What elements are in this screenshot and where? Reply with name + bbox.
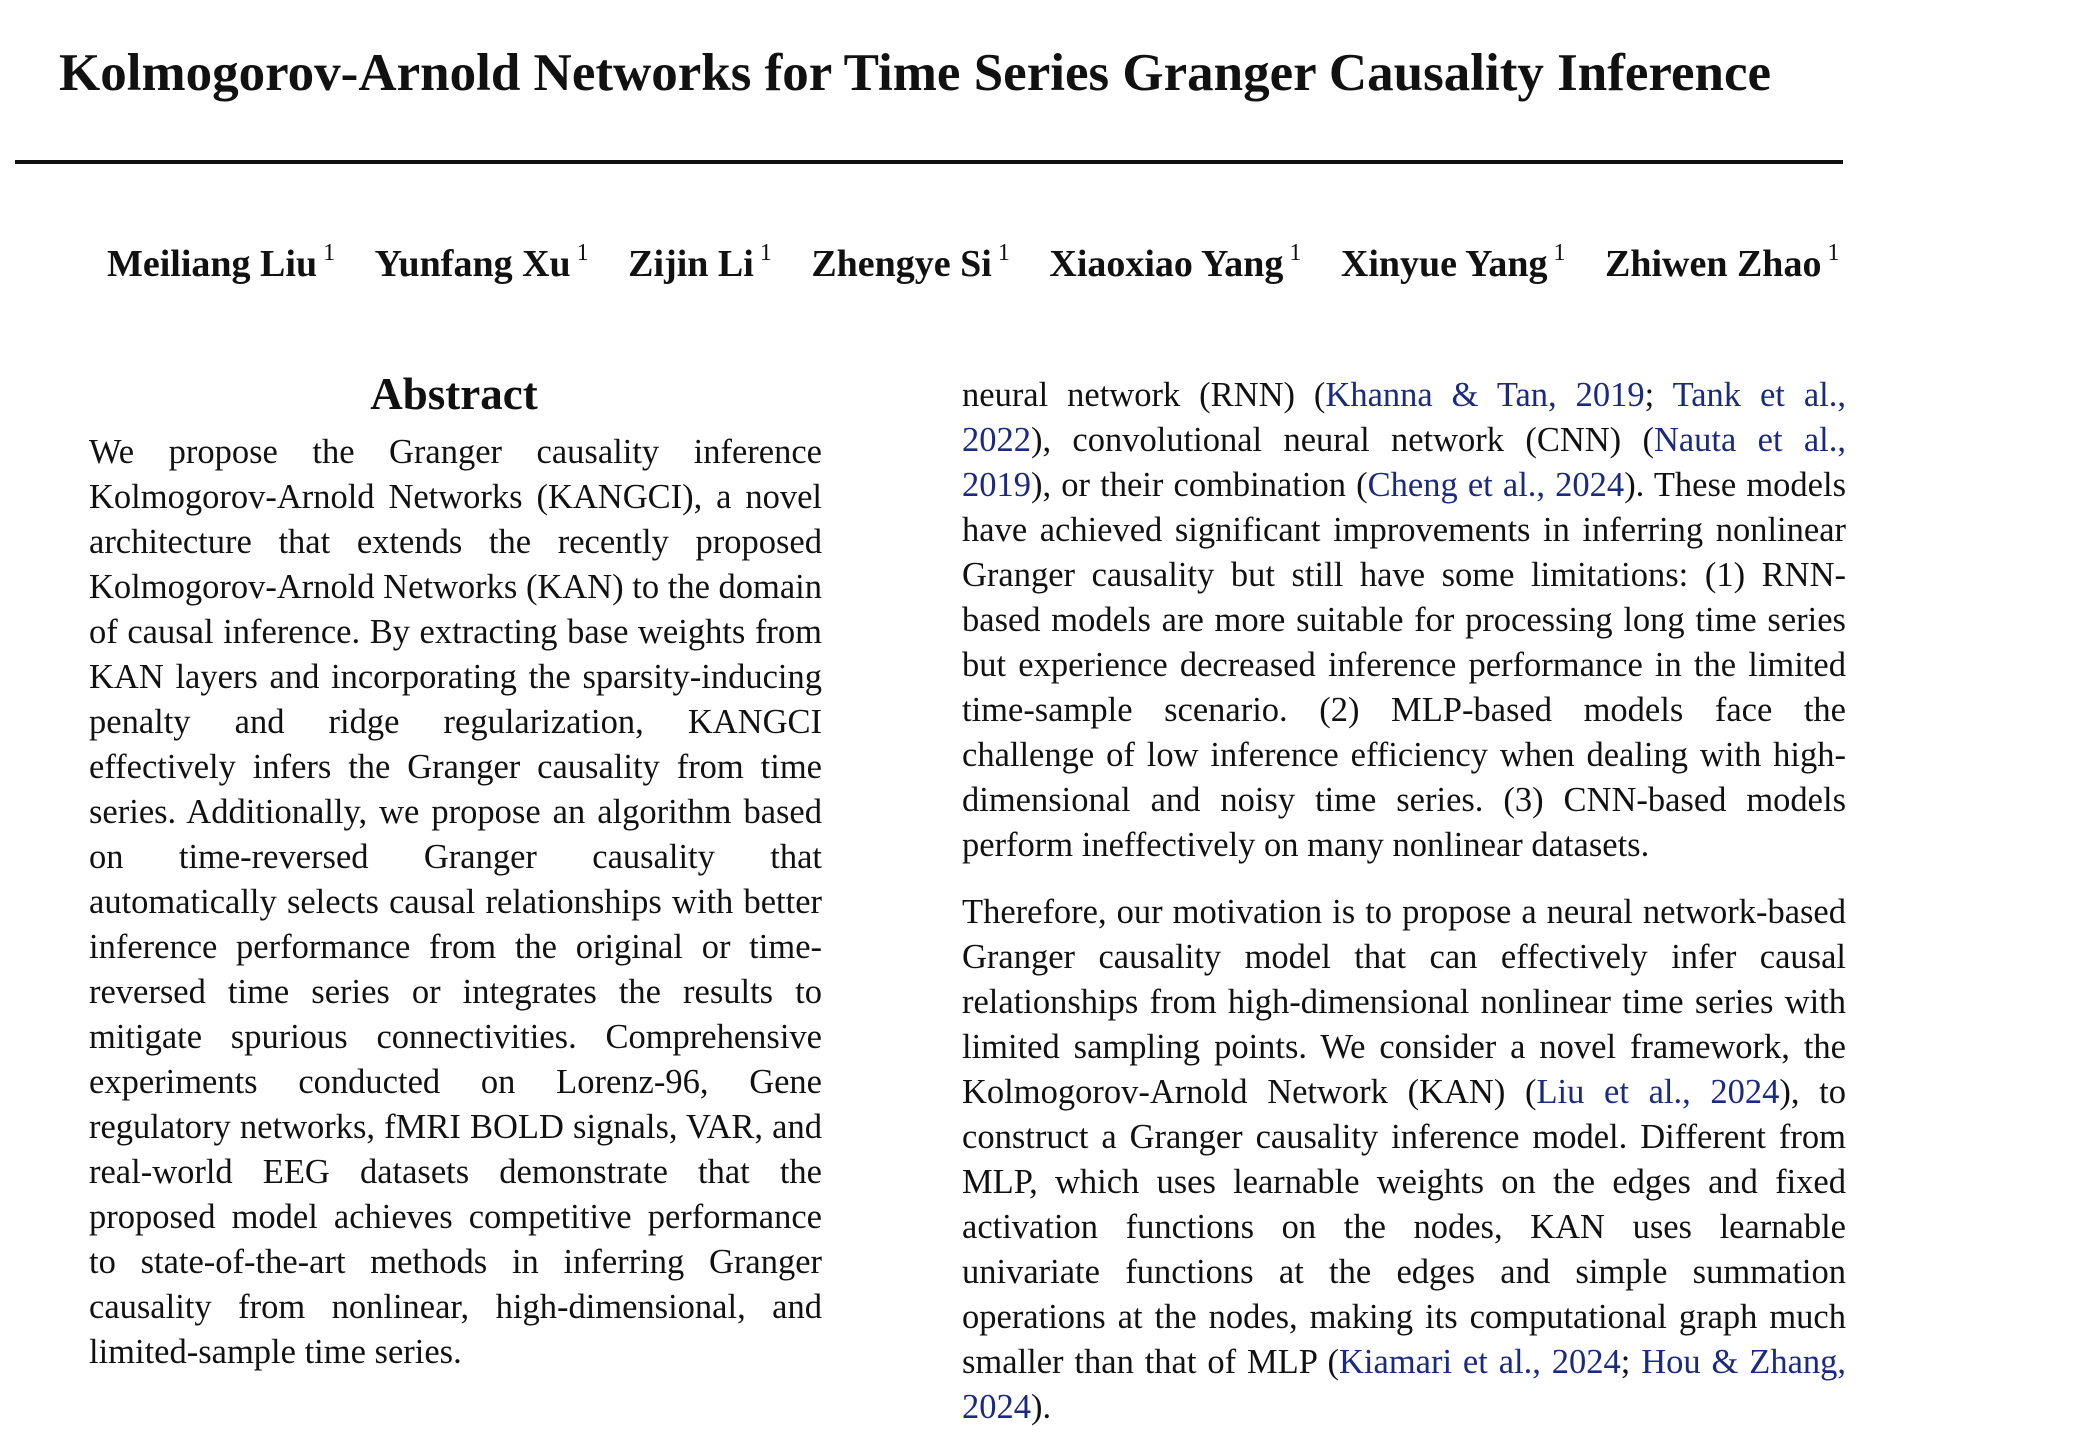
- author-affiliation: 1: [759, 240, 772, 266]
- author-affiliation: 1: [576, 240, 589, 266]
- author: [375, 236, 589, 292]
- body-paragraph: [962, 373, 1846, 868]
- body-text: ), to construct a Granger causality inference model. Different from MLP, which uses learnable weights on the edges and fixed activation functions on the nodes, KAN uses learnable univariate functions at the edges and simple summation operations at the nodes, making its computational graph much smaller than that of MLP (: [962, 1073, 1846, 1381]
- author-name: Xinyue Yang: [1340, 243, 1548, 285]
- author: [811, 236, 1010, 292]
- author-name: Zijin Li: [628, 243, 754, 285]
- citation-link[interactable]: Nauta et al., 2019: [962, 421, 1846, 504]
- author-affiliation: 1: [1289, 240, 1302, 266]
- author-name: Xiaoxiao Yang: [1049, 243, 1284, 285]
- body-column-right: [962, 373, 1846, 1448]
- body-paragraph: [962, 890, 1846, 1430]
- citation-link[interactable]: Tank et al., 2022: [962, 376, 1846, 459]
- abstract-heading: Abstract: [370, 369, 538, 419]
- title-rule: [15, 160, 1843, 164]
- citation-link[interactable]: Khanna & Tan, 2019: [1325, 376, 1645, 414]
- author: [107, 236, 335, 292]
- body-text: neural network (RNN) (: [962, 376, 1326, 414]
- body-text: ;: [1644, 376, 1673, 414]
- citation-link[interactable]: Cheng et al., 2024: [1367, 466, 1625, 504]
- paper-title: Kolmogorov-Arnold Networks for Time Series Granger Causality Inference: [59, 44, 1772, 102]
- author: [1049, 236, 1301, 292]
- body-text: ), convolutional neural network (CNN) (: [1031, 421, 1654, 459]
- author: [1341, 236, 1566, 292]
- author-affiliation: 1: [1553, 240, 1566, 266]
- author: [1605, 236, 1839, 292]
- citation-link[interactable]: Liu et al., 2024: [1536, 1073, 1780, 1111]
- body-text: Therefore, our motivation is to propose a neural network-based Granger causality model that can effectively infer causal relationships from high-dimensional nonlinear time series with limited sampling points. We consider a novel framework, the Kolmogorov-Arnold Network (KAN) (: [962, 893, 1846, 1111]
- author-name: Zhengye Si: [811, 243, 992, 285]
- body-text: ). These models have achieved significant improvements in inferring nonlinear Granger causality but still have some limitations: (1) RNN-based models are more suitable for processing long time series but experience decreased inference performance in the limited time-sample scenario. (2) MLP-based models face the challenge of low inference efficiency when dealing with high-dimensional and noisy time series. (3) CNN-based models perform ineffectively on many nonlinear datasets.: [962, 466, 1846, 864]
- author-affiliation: 1: [997, 240, 1010, 266]
- author-name: Meiliang Liu: [107, 243, 318, 285]
- abstract-body: [89, 430, 822, 1375]
- author-name: Zhiwen Zhao: [1604, 243, 1822, 285]
- citation-link[interactable]: Hou & Zhang, 2024: [962, 1343, 1846, 1426]
- citation-link[interactable]: Kiamari et al., 2024: [1339, 1343, 1621, 1381]
- author-affiliation: 1: [323, 240, 336, 266]
- author-name: Yunfang Xu: [374, 243, 571, 285]
- abstract-text: We propose the Granger causality inference Kolmogorov-Arnold Networks (KANGCI), a novel architecture that extends the recently proposed Kolmogorov-Arnold Networks (KAN) to the domain of causal inference. By extracting base weights from KAN layers and incorporating the sparsity-inducing penalty and ridge regularization, KANGCI effectively infers the Granger causality from time series. Additionally, we propose an algorithm based on time-reversed Granger causality that automatically selects causal relationships with better inference performance from the original or time-reversed time series or integrates the results to mitigate spurious connectivities. Comprehensive experiments conducted on Lorenz-96, Gene regulatory networks, fMRI BOLD signals, VAR, and real-world EEG datasets demonstrate that the proposed model achieves competitive performance to state-of-the-art methods in inferring Granger causality from nonlinear, high-dimensional, and limited-sample time series.: [89, 433, 823, 1371]
- body-text: ).: [1031, 1388, 1052, 1426]
- author-list: [107, 236, 1847, 292]
- body-text: ;: [1620, 1343, 1642, 1381]
- body-text: ), or their combination (: [1031, 466, 1368, 504]
- author: [628, 236, 772, 292]
- author-affiliation: 1: [1827, 240, 1840, 266]
